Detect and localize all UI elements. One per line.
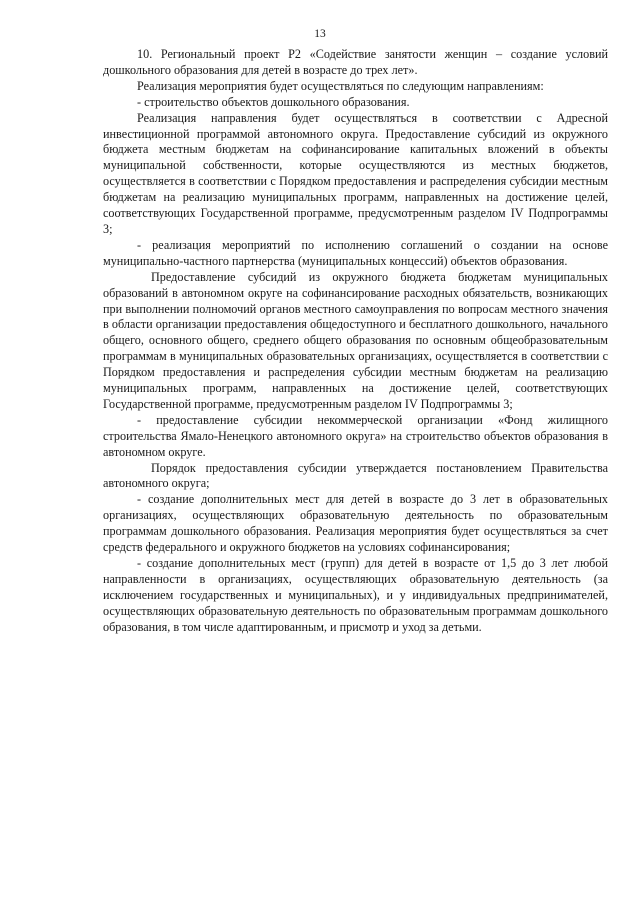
list-item-places-1-5-to-3: - создание дополнительных мест (групп) для детей в возрасте от 1,5 до 3 лет любой направленности в организациях, осуществляющих образовательную деятельность (за исключением государственных и муниципальных), и у индивидуальных предпринимателей, осуществляющих образовательную деятельность по образовательным программам дошкольного образования, в том числе адаптированным, и присмотр и уход за детьми. bbox=[103, 556, 608, 634]
paragraph-directions-intro: Реализация мероприятия будет осуществляться по следующим направлениям: bbox=[137, 78, 544, 93]
paragraph-procedure: Порядок предоставления субсидии утверждается постановлением Правительства автономного округа; bbox=[103, 460, 608, 491]
paragraph-project-title: 10. Региональный проект Р2 «Содействие занятости женщин – создание условий дошкольного образования для детей в возрасте до трех лет». bbox=[103, 47, 608, 77]
list-item-fund-subsidy: - предоставление субсидии некоммерческой организации «Фонд жилищного строительства Ямало-Ненецкого автономного округа» на строительство объектов образования в автономном округе. bbox=[103, 412, 608, 459]
list-item-construction: - строительство объектов дошкольного образования. bbox=[137, 94, 410, 109]
page-number: 13 bbox=[314, 28, 326, 40]
list-item-places-under-3: - создание дополнительных мест для детей в возрасте до 3 лет в образовательных организациях, осуществляющих образовательную деятельность по образовательным программам дошкольного образования. Реализация мероприятия будет осуществляться за счет средств федерального и окружного бюджетов на условиях софинансирования; bbox=[103, 492, 608, 555]
list-item-concessions: - реализация мероприятий по исполнению соглашений о создании на основе муниципально-частного партнерства (муниципальных концессий) объектов образования. bbox=[103, 237, 608, 268]
paragraph-subsidies: Предоставление субсидий из окружного бюджета бюджетам муниципальных образований в автономном округе на софинансирование расходных обязательств, возникающих при выполнении полномочий органов местного самоуправления по вопросам местного значения в области организации предоставления общедоступного и бесплатного дошкольного, начального общего, основного общего, среднего общего образования по основным общеобразовательным программам в муниципальных образовательных организациях, осуществляется в соответствии с Порядком предоставления и распределения субсидии местным бюджетам на реализацию муниципальных программ, направленных на достижение целей, соответствующих Государственной программе, предусмотренным разделом IV Подпрограммы 3; bbox=[103, 269, 608, 411]
document-body bbox=[103, 47, 608, 636]
paragraph-implementation: Реализация направления будет осуществляться в соответствии с Адресной инвестиционной программой автономного округа. Предоставление субсидий из окружного бюджета местным бюджетам на софинансирование капитальных вложений в объекты муниципальной собственности, которые осуществляются из местных бюджетов, осуществляется в соответствии с Порядком предоставления и распределения субсидии местным бюджетам на реализацию муниципальных программ, направленных на достижение целей, соответствующих Государственной программе, предусмотренным разделом IV Подпрограммы 3; bbox=[103, 110, 608, 236]
